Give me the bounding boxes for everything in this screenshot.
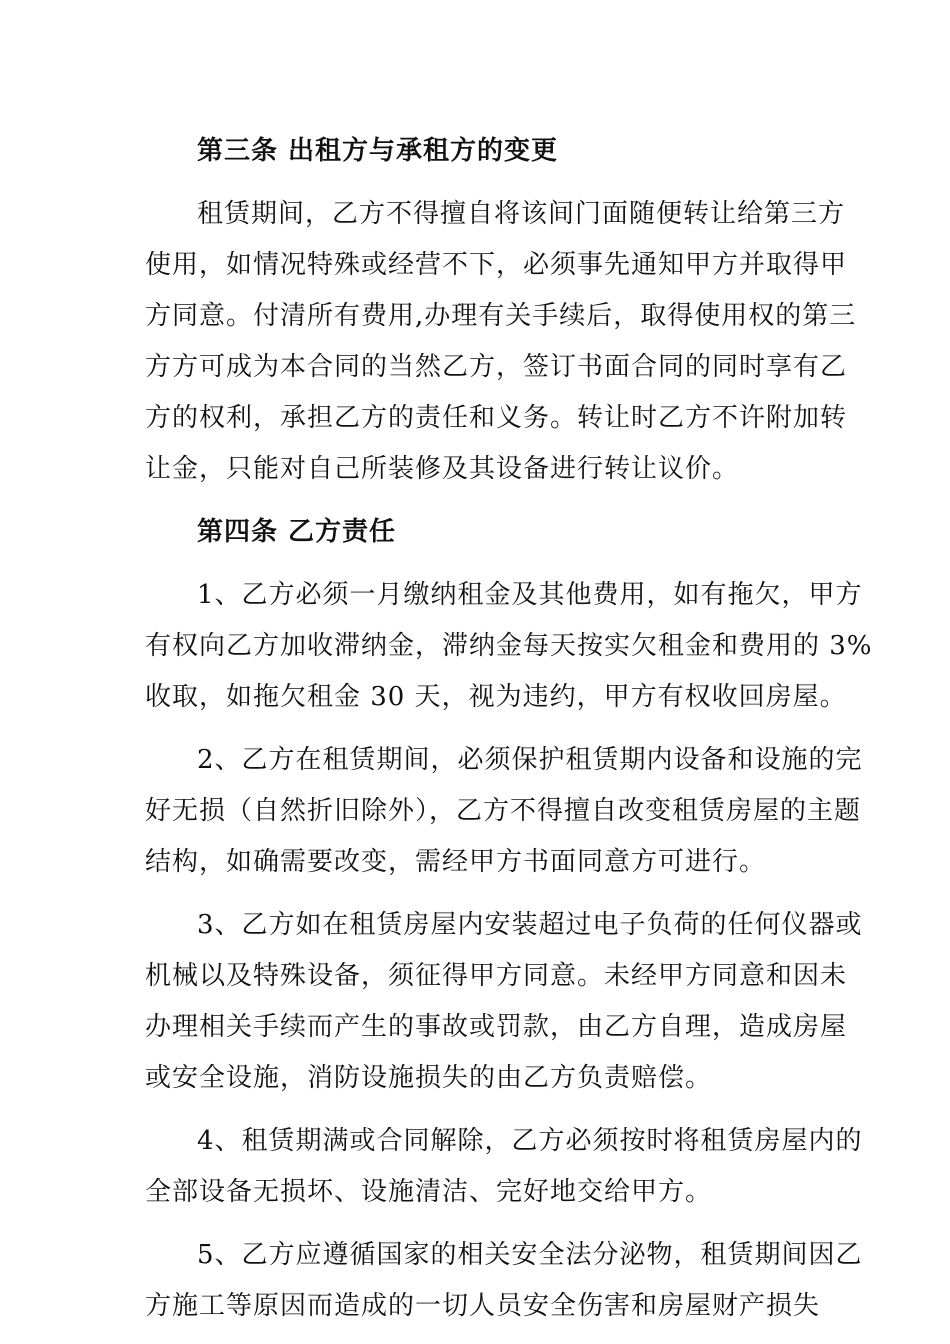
article3-heading: 第三条 出租方与承租方的变更 [197,136,559,166]
article4-item-2 [145,735,863,888]
article4-line: 机械以及特殊设备，须征得甲方同意。未经甲方同意和因未 [145,961,848,991]
article4-line: 2、乙方在租赁期间，必须保护租赁期内设备和设施的完 [197,745,863,775]
article3-line: 租赁期间，乙方不得擅自将该间门面随便转让给第三方 [197,199,846,229]
article4-line: 或安全设施，消防设施损失的由乙方负责赔偿。 [145,1063,713,1093]
article4-line: 有权向乙方加收滞纳金，滞纳金每天按实欠租金和费用的 3% [145,631,873,661]
article4-heading: 第四条 乙方责任 [197,517,397,547]
article4-line: 1、乙方必须一月缴纳租金及其他费用，如有拖欠，甲方 [197,580,863,610]
article4-line: 结构，如确需要改变，需经甲方书面同意方可进行。 [145,847,767,877]
article4-line: 好无损（自然折旧除外），乙方不得擅自改变租赁房屋的主题 [145,796,862,826]
article4-line: 办理相关手续而产生的事故或罚款，由乙方自理，造成房屋 [145,1012,848,1042]
article4-line: 方施工等原因而造成的一切人员安全伤害和房屋财产损失 [145,1291,821,1321]
article4-item-4 [145,1116,863,1218]
article3-line: 方方可成为本合同的当然乙方，签订书面合同的同时享有乙 [145,352,848,382]
article4-item-1 [145,570,873,723]
article4-line: 全部设备无损坏、设施清洁、完好地交给甲方。 [145,1177,713,1207]
article3-line: 方同意。付清所有费用,办理有关手续后，取得使用权的第三 [145,301,857,331]
article4-line: 收取，如拖欠租金 30 天，视为违约，甲方有权收回房屋。 [145,682,847,712]
article4-line: 3、乙方如在租赁房屋内安装超过电子负荷的任何仪器或 [197,910,863,940]
article4-line: 5、乙方应遵循国家的相关安全法分泌物，租赁期间因乙 [197,1240,863,1270]
article3-line: 使用，如情况特殊或经营不下，必须事先通知甲方并取得甲 [145,250,848,280]
article4-item-3 [145,900,863,1104]
article4-item-5 [145,1230,863,1332]
document-page [145,126,873,1332]
article3-line: 让金，只能对自己所装修及其设备进行转让议价。 [145,454,740,484]
article3-line: 方的权利，承担乙方的责任和义务。转让时乙方不许附加转 [145,403,848,433]
article3-body [145,189,857,495]
article4-line: 4、租赁期满或合同解除，乙方必须按时将租赁房屋内的 [197,1126,863,1156]
